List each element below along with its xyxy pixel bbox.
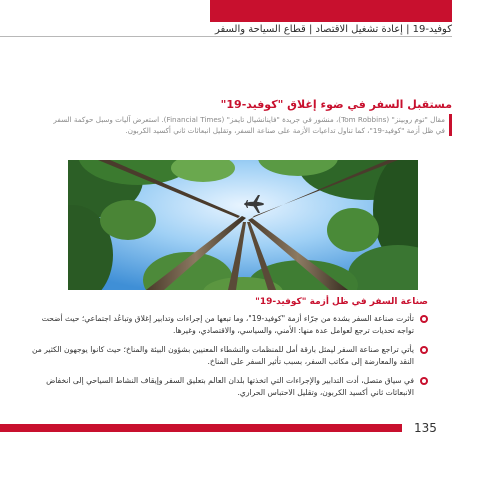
circle-bullet-icon xyxy=(420,315,428,323)
bullet-list xyxy=(32,313,428,406)
circle-bullet-icon xyxy=(420,377,428,385)
list-item-text: تأثرت صناعة السفر بشدة من جرّاء أزمة "كوفيد-19"، وما تبعها من إجراءات وتدابير إغلاق وتباعُد اجتماعي؛ حيث أضحت تواجه تحديات ترجع لعوامل عدة منها: الأمني، والسياسي، والاقتصادي، وغيرها. xyxy=(41,314,414,335)
section-title: صناعة السفر في ظل أزمة "كوفيد-19" xyxy=(255,297,428,307)
list-item xyxy=(32,313,428,337)
list-item-text: في سياق متصل، أدت التدابير والإجراءات التي اتخذتها بلدان العالم بتعليق السفر وإيقاف النشاط السياحي إلى انخفاض الانبعاثات ثاني أكسيد الكربون، وتقليل الاحتباس الحراري. xyxy=(46,376,414,397)
list-item-text: يأتي تراجع صناعة السفر ليمثل بارقة أمل للمنظمات والنشطاء المعنيين بشؤون البيئة والمناخ؛ حيث كانوا يوجهون الكثير من النقد والمعارضة إلى مكاتب السفر، بسبب تأثير السفر على المناخ. xyxy=(31,345,414,366)
list-item xyxy=(32,375,428,399)
header-divider xyxy=(0,36,452,37)
page-number: 135 xyxy=(414,421,437,435)
running-header: كوفيد-19 | إعادة تشغيل الاقتصاد | قطاع السياحة والسفر xyxy=(214,24,452,35)
footer-accent-bar xyxy=(0,424,402,432)
circle-bullet-icon xyxy=(420,346,428,354)
article-title: مستقبل السفر في ضوء إغلاق "كوفيد-19" xyxy=(220,98,452,111)
list-item xyxy=(32,344,428,368)
forest-airplane-photo xyxy=(68,160,418,290)
header-accent-band xyxy=(210,0,452,22)
article-intro: مقال "توم روبينز" (Tom Robbins)، منشور في جريدة "فاينانشيال تايمز" (Financial Times). استعرض آليات وسبل حوكمة السفر في ظل أزمة "كوفيد-19"، كما تناول تداعيات الأزمة على صناعة السفر، وتقليل انبعاثات ثاني أكسيد الكربون. xyxy=(49,114,452,136)
